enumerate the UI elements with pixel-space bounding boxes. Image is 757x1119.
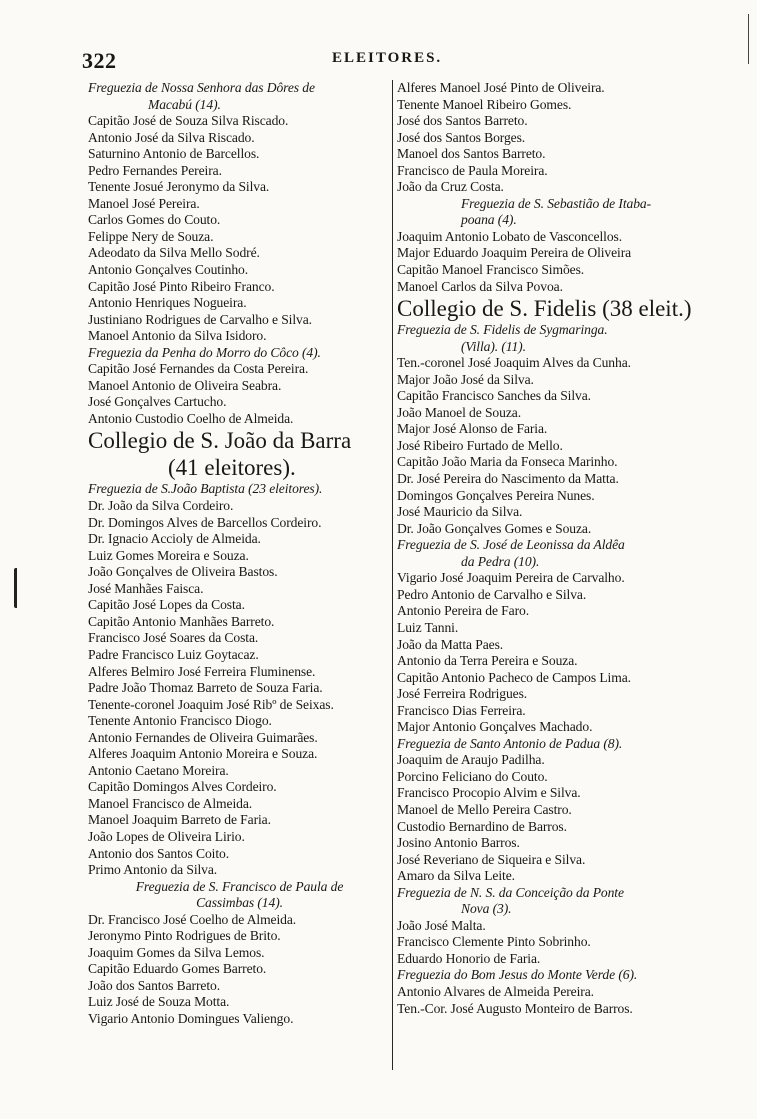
list-item: José Gonçalves Cartucho. [88,394,227,410]
list-item: José Manhães Faisca. [88,580,204,596]
list-item: João da Cruz Costa. [397,179,504,195]
list-item: Manoel Antonio da Silva Isidoro. [88,328,267,344]
collegio-heading: Collegio de S. Fidelis (38 eleit.) [397,296,692,322]
list-item: Carlos Gomes do Couto. [88,212,221,228]
list-item: Francisco José Soares da Costa. [88,630,259,646]
list-item: Major Eduardo Joaquim Pereira de Oliveira [397,245,632,261]
edge-mark [748,14,749,64]
list-item: Francisco de Paula Moreira. [397,162,548,178]
list-item: Domingos Gonçalves Pereira Nunes. [397,487,595,503]
list-item: Major João José da Silva. [397,371,534,387]
list-item: Manoel Joaquim Barreto de Faria. [88,812,271,828]
running-title: ELEITORES. [332,50,443,66]
list-item: Antonio Caetano Moreira. [88,762,229,778]
list-item: Pedro Fernandes Pereira. [88,162,222,178]
list-item: Joaquim Gomes da Silva Lemos. [88,944,265,960]
list-item: Felippe Nery de Souza. [88,228,214,244]
list-item: José Ferreira Rodrigues. [397,686,528,702]
list-item: Capitão Antonio Manhães Barreto. [88,613,275,629]
freguezia-heading: Freguezia do Bom Jesus do Monte Verde (6). [397,967,638,983]
list-item: Justiniano Rodrigues de Carvalho e Silva. [88,311,312,327]
list-item: Vigario Antonio Domingues Valiengo. [88,1010,294,1026]
list-item: João José Malta. [397,917,486,933]
list-item: Ten.-Cor. José Augusto Monteiro de Barros. [397,1000,633,1016]
list-item: José Mauricio da Silva. [397,504,523,520]
list-item: Amaro da Silva Leite. [397,868,515,884]
list-item: Major Antonio Gonçalves Machado. [397,719,593,735]
list-item: Antonio Pereira de Faro. [397,603,529,619]
list-item: Capitão José Fernandes da Costa Pereira. [88,361,309,377]
list-item: Joaquim de Araujo Padilha. [397,752,545,768]
page-number: 322 [82,48,117,73]
list-item: João Manoel de Souza. [397,404,521,420]
list-item: Dr. João Gonçalves Gomes e Souza. [397,520,592,536]
column-divider [392,80,393,1070]
list-item: João dos Santos Barreto. [88,977,221,993]
freguezia-heading: Freguezia de S. José de Leonissa da Aldêa [397,537,625,553]
list-item: Antonio Alvares de Almeida Pereira. [397,983,594,999]
list-item: Dr. Ignacio Accioly de Almeida. [88,531,261,547]
list-item: Vigario José Joaquim Pereira de Carvalho. [397,570,625,586]
list-item: Antonio Gonçalves Coutinho. [88,262,249,278]
list-item: Custodio Bernardino de Barros. [397,818,567,834]
list-item: Manoel Carlos da Silva Povoa. [397,278,563,294]
freguezia-heading: Freguezia da Penha do Morro do Côco (4). [88,344,321,360]
list-item: Francisco Procopio Alvim e Silva. [397,785,581,801]
list-item: Antonio dos Santos Coito. [88,845,230,861]
list-item: Alferes Belmiro José Ferreira Fluminense. [88,663,316,679]
freguezia-heading: Macabú (14). [148,96,221,112]
list-item: Saturnino Antonio de Barcellos. [88,146,260,162]
list-item: Luiz José de Souza Motta. [88,994,230,1010]
freguezia-heading: Freguezia de S. Fidelis de Sygmaringa. [397,322,608,338]
list-item: Jeronymo Pinto Rodrigues de Brito. [88,928,281,944]
list-item: Alferes Manoel José Pinto de Oliveira. [397,80,605,95]
freguezia-heading: (Villa). (11). [461,338,526,354]
list-item: José dos Santos Borges. [397,129,526,145]
list-item: José Reveriano de Siqueira e Silva. [397,851,586,867]
list-item: Manoel de Mello Pereira Castro. [397,801,572,817]
freguezia-heading: Freguezia de S. Francisco de Paula de [135,878,344,894]
freguezia-heading: Nova (3). [461,901,512,917]
freguezia-heading: da Pedra (10). [461,553,540,569]
page-header [82,44,712,74]
list-item: Dr. José Pereira do Nascimento da Matta. [397,471,619,487]
list-item: Dr. João da Silva Cordeiro. [88,498,234,514]
list-item: Porcino Feliciano do Couto. [397,768,548,784]
list-item: Padre Francisco Luiz Goytacaz. [88,646,259,662]
list-item: Dr. Domingos Alves de Barcellos Cordeiro. [88,514,322,530]
freguezia-heading: Freguezia de S. Sebastião de Itaba- [460,195,652,211]
list-item: João Gonçalves de Oliveira Bastos. [88,564,278,580]
list-item: Capitão Manoel Francisco Simões. [397,262,585,278]
list-item: Manoel Francisco de Almeida. [88,795,253,811]
list-item: Ten.-coronel José Joaquim Alves da Cunha. [397,355,631,371]
list-item: Francisco Clemente Pinto Sobrinho. [397,934,591,950]
list-item: Major José Alonso de Faria. [397,421,548,437]
list-item: Primo Antonio da Silva. [88,862,218,878]
list-item: Capitão José de Souza Silva Riscado. [88,113,289,129]
list-item: Francisco Dias Ferreira. [397,702,526,718]
list-item: Manoel Antonio de Oliveira Seabra. [88,377,282,393]
list-item: Joaquim Antonio Lobato de Vasconcellos. [397,228,623,244]
list-item: Eduardo Honorio de Faria. [397,950,541,966]
list-item: Alferes Joaquim Antonio Moreira e Souza. [88,746,318,762]
list-item: Padre João Thomaz Barreto de Souza Faria. [88,680,323,696]
list-item: Manoel dos Santos Barreto. [397,146,546,162]
collegio-heading: (41 eleitores). [168,455,296,481]
freguezia-heading: poana (4). [461,212,517,228]
list-item: Luiz Tanni. [397,619,459,635]
freguezia-heading: Freguezia de S.João Baptista (23 eleitores). [88,481,323,497]
list-item: Tenente Antonio Francisco Diogo. [88,713,272,729]
list-item: Antonio da Terra Pereira e Souza. [397,653,578,669]
list-item: João Lopes de Oliveira Lirio. [88,828,245,844]
list-item: Pedro Antonio de Carvalho e Silva. [397,586,587,602]
list-item: Manoel José Pereira. [88,195,200,211]
list-item: Dr. Francisco José Coelho de Almeida. [88,911,297,927]
list-item: João da Matta Paes. [397,636,504,652]
list-item: Capitão João Maria da Fonseca Marinho. [397,454,618,470]
list-item: Josino Antonio Barros. [397,835,520,851]
right-column [397,80,715,1017]
list-item: Capitão José Pinto Ribeiro Franco. [88,278,275,294]
list-item: José Ribeiro Furtado de Mello. [397,437,563,453]
freguezia-heading: Freguezia de Santo Antonio de Padua (8). [397,735,623,751]
list-item: Luiz Gomes Moreira e Souza. [88,547,249,563]
margin-bracket-mark [14,568,27,608]
list-item: Antonio Fernandes de Oliveira Guimarães. [88,729,318,745]
list-item: Adeodato da Silva Mello Sodré. [88,245,260,261]
list-item: Capitão Eduardo Gomes Barreto. [88,961,267,977]
list-item: Antonio Henriques Nogueira. [88,295,247,311]
freguezia-heading: Freguezia de N. S. da Conceição da Ponte [397,884,624,900]
list-item: Antonio José da Silva Riscado. [88,129,255,145]
list-item: Capitão Francisco Sanches da Silva. [397,388,591,404]
list-item: Tenente Josué Jeronymo da Silva. [88,179,270,195]
list-item: Antonio Custodio Coelho de Almeida. [88,410,294,426]
list-item: Capitão Domingos Alves Cordeiro. [88,779,277,795]
freguezia-heading: Freguezia de Nossa Senhora das Dôres de [88,80,315,95]
list-item: Capitão Antonio Pacheco de Campos Lima. [397,669,631,685]
freguezia-heading: Cassimbas (14). [196,895,283,911]
list-item: Tenente Manoel Ribeiro Gomes. [397,96,572,112]
collegio-heading: Collegio de S. João da Barra [88,428,352,454]
list-item: José dos Santos Barreto. [397,113,528,129]
list-item: Tenente-coronel Joaquim José Ribº de Seixas. [88,696,334,712]
left-column [88,80,391,1028]
list-item: Capitão José Lopes da Costa. [88,597,245,613]
